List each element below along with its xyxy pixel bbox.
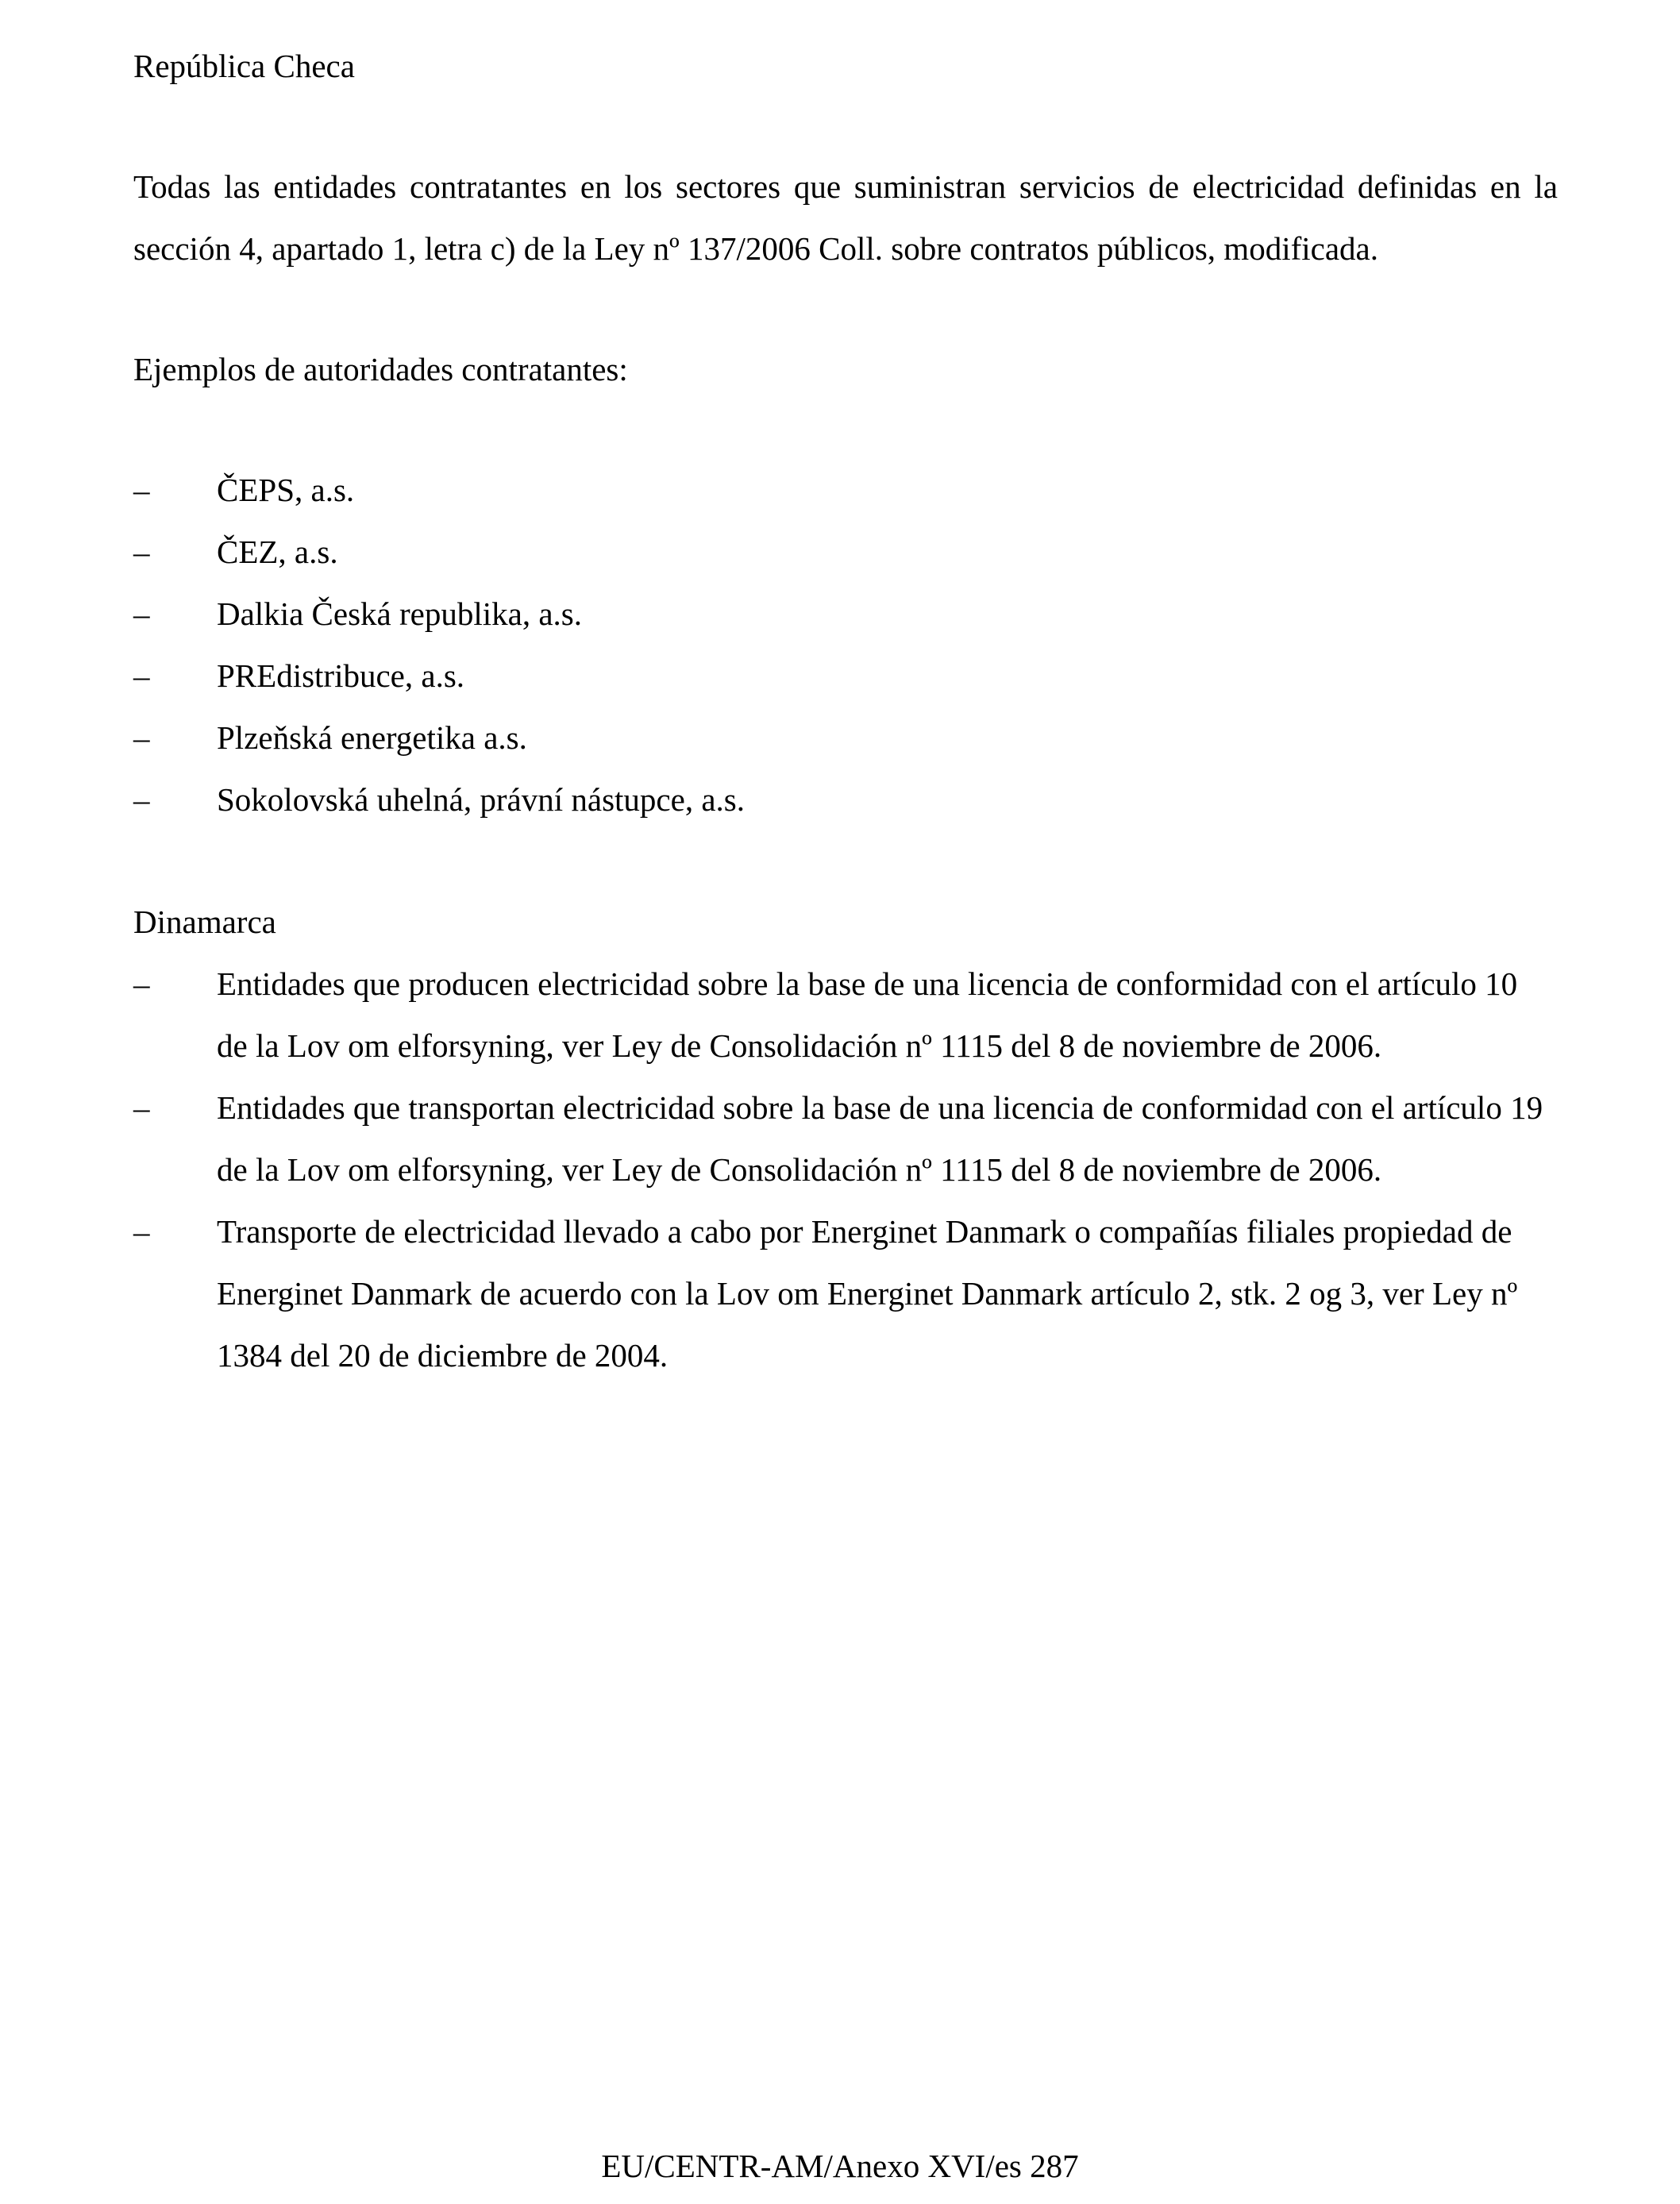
dash-bullet: – <box>133 781 150 818</box>
section-heading-czech-republic: República Checa <box>133 48 355 84</box>
document-page <box>133 35 1558 1386</box>
list-item-text: Plzeňská energetika a.s. <box>217 719 527 756</box>
dash-bullet: – <box>133 595 150 632</box>
list-item <box>133 645 1558 707</box>
section-heading-denmark: Dinamarca <box>133 904 276 940</box>
dash-bullet: – <box>133 534 150 570</box>
list-item <box>133 769 1558 830</box>
list-item <box>133 583 1558 645</box>
dash-bullet: – <box>133 472 150 508</box>
dash-bullet: – <box>133 1213 150 1250</box>
czech-entity-list <box>133 459 1558 830</box>
list-item-text: Entidades que transportan electricidad sobre la base de una licencia de conformidad con el artículo 19 de la Lov om elforsyning, ver Ley de Consolidación nº 1115 del 8 de noviembre de 2006. <box>217 1089 1543 1188</box>
denmark-entity-list <box>133 953 1558 1386</box>
list-item-text: PREdistribuce, a.s. <box>217 657 465 694</box>
list-item <box>133 459 1558 521</box>
czech-scope-paragraph: Todas las entidades contratantes en los sectores que suministran servicios de electricidad definidas en la sección 4, apartado 1, letra c) de la Ley nº 137/2006 Coll. sobre contratos públicos, modificada. <box>133 168 1558 267</box>
list-item <box>133 1077 1558 1200</box>
page-footer-reference: EU/CENTR-AM/Anexo XVI/es 287 <box>601 2148 1079 2184</box>
list-item <box>133 1200 1558 1386</box>
list-item <box>133 707 1558 769</box>
dash-bullet: – <box>133 1089 150 1126</box>
list-item-text: Transporte de electricidad llevado a cabo por Energinet Danmark o compañías filiales propiedad de Energinet Danmark de acuerdo con la Lov om Energinet Danmark artículo 2, stk. 2 og 3, ver Ley nº 1384 del 20 de diciembre de 2004. <box>217 1213 1518 1374</box>
list-item-text: ČEPS, a.s. <box>217 472 355 508</box>
dash-bullet: – <box>133 965 150 1002</box>
list-item-text: Sokolovská uhelná, právní nástupce, a.s. <box>217 781 745 818</box>
dash-bullet: – <box>133 657 150 694</box>
dash-bullet: – <box>133 719 150 756</box>
list-item-text: Dalkia Česká republika, a.s. <box>217 595 582 632</box>
examples-label: Ejemplos de autoridades contratantes: <box>133 351 628 387</box>
list-item <box>133 521 1558 583</box>
list-item-text: ČEZ, a.s. <box>217 534 338 570</box>
list-item <box>133 953 1558 1077</box>
list-item-text: Entidades que producen electricidad sobre la base de una licencia de conformidad con el artículo 10 de la Lov om elforsyning, ver Ley de Consolidación nº 1115 del 8 de noviembre de 2006. <box>217 965 1518 1064</box>
